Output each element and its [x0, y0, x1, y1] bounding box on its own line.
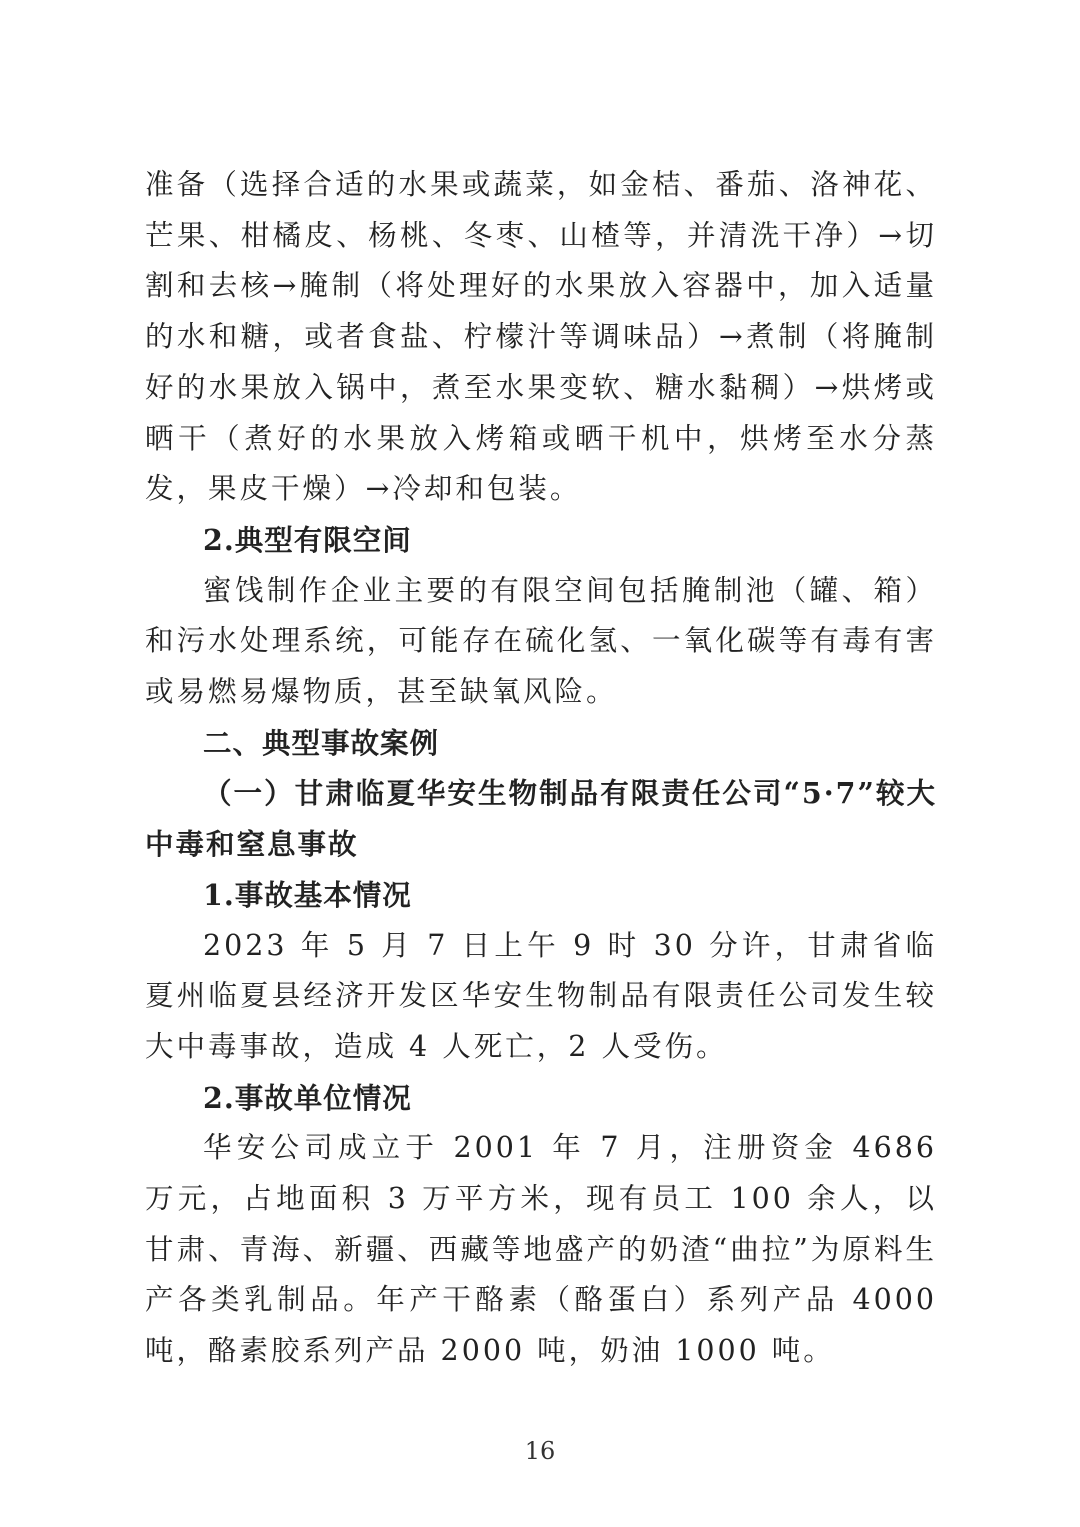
paragraph-process-steps: 准备（选择合适的水果或蔬菜，如金桔、番茄、洛神花、芒果、柑橘皮、杨桃、冬枣、山楂等，并清洗干净）→切割和去核→腌制（将处理好的水果放入容器中，加入适量的水和糖，或者食盐、柠檬汁等调味品）→煮制（将腌制好的水果放入锅中，煮至水果变软、糖水黏稠）→烘烤或晒干（煮好的水果放入烤箱或晒干机中，烘烤至水分蒸发，果皮干燥）→冷却和包装。 — [145, 168, 937, 506]
section-title-accident-cases: 二、典型事故案例 — [203, 725, 440, 760]
document-body — [145, 160, 937, 1377]
paragraph-confined-space-description: 蜜饯制作企业主要的有限空间包括腌制池（罐、箱）和污水处理系统，可能存在硫化氢、一氧化碳等有毒有害或易燃易爆物质，甚至缺氧风险。 — [145, 573, 937, 709]
heading-company-info: 2.事故单位情况 — [203, 1080, 412, 1115]
heading-typical-confined-space: 2.典型有限空间 — [203, 522, 412, 557]
paragraph-accident-basic-info: 2023 年 5 月 7 日上午 9 时 30 分许，甘肃省临夏州临夏县经济开发区华安生物制品有限责任公司发生较大中毒事故，造成 4 人死亡，2 人受伤。 — [145, 928, 937, 1063]
page-number: 16 — [524, 1437, 556, 1465]
subsection-title-case-one: （一）甘肃临夏华安生物制品有限责任公司“5·7”较大中毒和窒息事故 — [145, 776, 937, 862]
paragraph-company-info: 华安公司成立于 2001 年 7 月，注册资金 4686 万元，占地面积 3 万平方米，现有员工 100 余人，以甘肃、青海、新疆、西藏等地盛产的奶渣“曲拉”为原料生产各类乳制品。年产干酪素（酪蛋白）系列产品 4000 吨，酪素胶系列产品 2000 吨，奶油 1000 吨。 — [145, 1131, 937, 1368]
heading-accident-basic-info: 1.事故基本情况 — [203, 877, 412, 912]
